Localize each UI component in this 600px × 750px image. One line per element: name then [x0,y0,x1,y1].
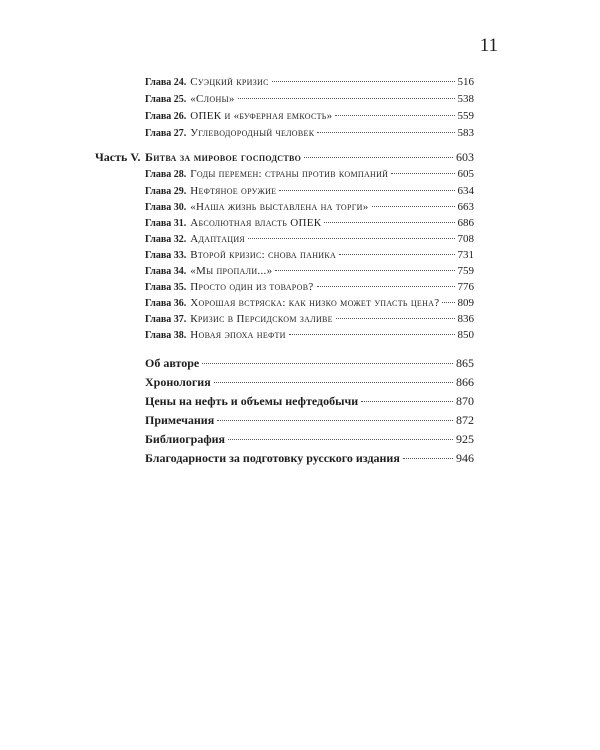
chapter-label: Глава 25. [145,94,187,105]
section-title: Примечания [145,413,215,427]
part-title: Битва за мировое господство [145,150,302,164]
page-ref: 870 [456,394,474,408]
chapter-label: Глава 28. [145,169,187,180]
toc-entry-chapter-31[interactable] [145,217,474,232]
chapter-title: ОПЕК и «буферная емкость» [190,110,333,122]
dot-leader [248,238,454,239]
page-ref: 809 [457,297,474,309]
toc-entry-chapter-34[interactable] [145,265,474,280]
toc-entry-chapter-25[interactable] [145,93,474,108]
chapter-title: «Мы пропали...» [190,265,273,277]
toc-entry-acknowledgements[interactable] [145,451,474,468]
page-ref: 759 [457,265,474,277]
dot-leader [339,254,454,255]
page-ref: 663 [457,201,474,213]
toc-entry-bibliography[interactable] [145,432,474,449]
toc-entry-chapter-26[interactable] [145,110,474,125]
page-ref: 538 [457,93,474,105]
chapter-label: Глава 35. [145,282,187,293]
toc-entry-chronology[interactable] [145,375,474,392]
chapter-title: Новая эпоха нефти [190,329,286,341]
page-ref: 850 [457,329,474,341]
page-ref: 634 [457,185,474,197]
dot-leader [217,420,453,421]
dot-leader [238,98,455,99]
toc-entry-chapter-33[interactable] [145,249,474,264]
chapter-title: «Наша жизнь выставлена на торги» [190,201,369,213]
page-ref: 686 [457,217,474,229]
page-ref: 872 [456,413,474,427]
chapter-title: Адаптация [190,233,246,245]
chapter-title: «Слоны» [190,93,235,105]
dot-leader [279,190,454,191]
page-ref: 605 [457,168,474,180]
dot-leader [336,318,455,319]
chapter-label: Глава 31. [145,218,187,229]
toc-entry-chapter-28[interactable] [145,168,474,183]
chapter-label: Глава 24. [145,77,187,88]
toc-entry-about-author[interactable] [145,356,474,373]
toc-entry-part-5[interactable] [95,150,474,166]
dot-leader [403,458,453,459]
toc-entry-chapter-36[interactable] [145,297,474,312]
chapter-title: Хорошая встряска: как низко может упасть цена? [190,297,440,309]
chapter-title: Просто один из товаров? [190,281,314,293]
page-ref: 516 [457,76,474,88]
dot-leader [324,222,454,223]
chapter-label: Глава 27. [145,128,187,139]
toc-entry-chapter-32[interactable] [145,233,474,248]
dot-leader [361,401,453,402]
chapter-label: Глава 32. [145,234,187,245]
dot-leader [317,286,455,287]
chapter-label: Глава 34. [145,266,187,277]
toc-entry-notes[interactable] [145,413,474,430]
chapter-title: Годы перемен: страны против компаний [190,168,389,180]
dot-leader [272,81,455,82]
section-title: Хронология [145,375,211,389]
toc-entry-chapter-27[interactable] [145,127,474,142]
chapter-title: Второй кризис: снова паника [190,249,337,261]
section-title: Благодарности за подготовку русского издания [145,451,400,465]
part-label: Часть V. [95,150,141,164]
section-title: Об авторе [145,356,200,370]
chapter-label: Глава 37. [145,314,187,325]
dot-leader [391,173,454,174]
dot-leader [214,382,453,383]
dot-leader [304,157,453,158]
page-ref: 708 [457,233,474,245]
section-title: Цены на нефть и объемы нефтедобычи [145,394,359,408]
chapter-title: Нефтяное оружие [190,185,277,197]
chapter-label: Глава 36. [145,298,187,309]
section-title: Библиография [145,432,226,446]
dot-leader [202,363,453,364]
toc-entry-chapter-29[interactable] [145,185,474,200]
chapter-label: Глава 38. [145,330,187,341]
page-ref: 836 [457,313,474,325]
page-ref: 865 [456,356,474,370]
page-ref: 559 [457,110,474,122]
toc-entry-chapter-35[interactable] [145,281,474,296]
chapter-title: Суэцкий кризис [190,76,269,88]
page-ref: 731 [457,249,474,261]
page-ref: 603 [456,150,474,164]
toc-entry-chapter-37[interactable] [145,313,474,328]
page-ref: 925 [456,432,474,446]
chapter-label: Глава 29. [145,186,187,197]
page-ref: 946 [456,451,474,465]
dot-leader [317,132,454,133]
chapter-title: Углеводородный человек [190,127,315,139]
chapter-label: Глава 33. [145,250,187,261]
dot-leader [335,115,454,116]
chapter-title: Абсолютная власть ОПЕК [190,217,322,229]
chapter-label: Глава 26. [145,111,187,122]
dot-leader [372,206,455,207]
toc-entry-chapter-24[interactable] [145,76,474,91]
dot-leader [289,334,455,335]
dot-leader [275,270,454,271]
page-ref: 583 [457,127,474,139]
chapter-label: Глава 30. [145,202,187,213]
chapter-title: Кризис в Персидском заливе [190,313,333,325]
toc-entry-oil-prices[interactable] [145,394,474,411]
toc-entry-chapter-30[interactable] [145,201,474,216]
page-ref: 776 [457,281,474,293]
page-ref: 866 [456,375,474,389]
page-number: 11 [479,35,498,56]
dot-leader [442,302,454,303]
toc-entry-chapter-38[interactable] [145,329,474,344]
dot-leader [228,439,453,440]
